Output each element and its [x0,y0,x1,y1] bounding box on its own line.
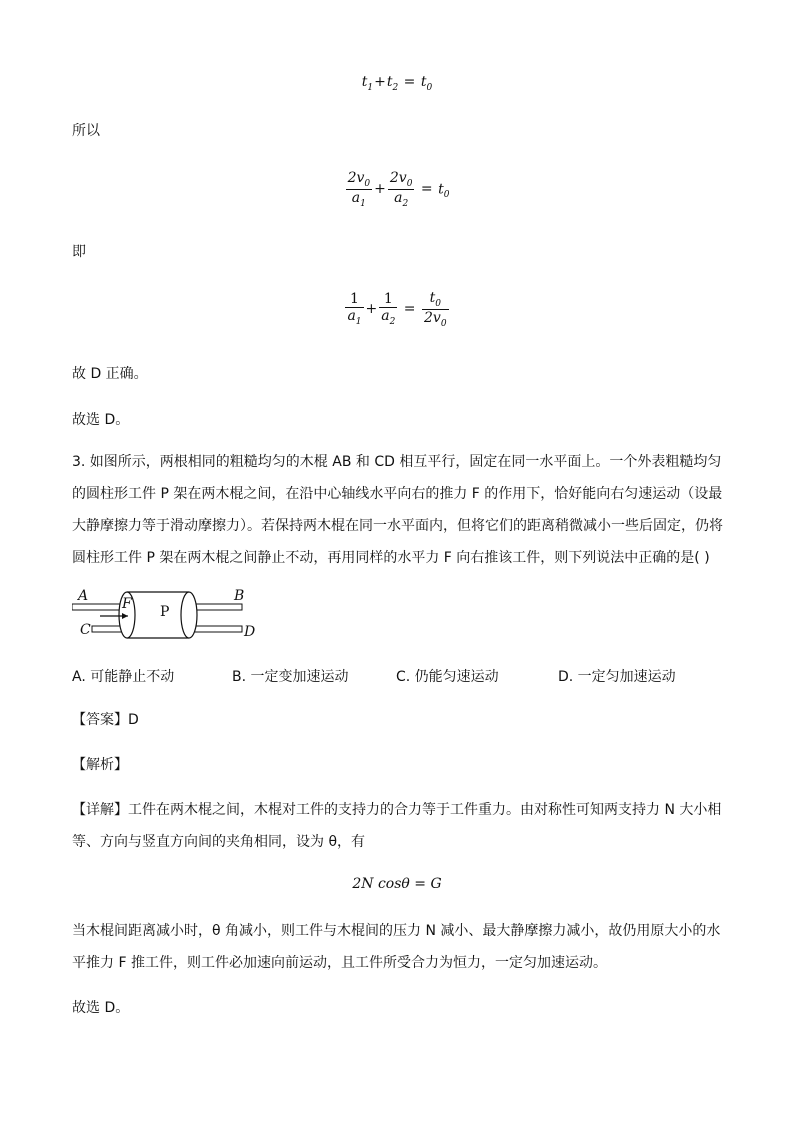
label-p: P [160,604,170,620]
equation-t-sum: $t_1+t_2 = t_0$ [361,74,433,93]
cylinder-right-face [181,592,197,638]
answer-label: 【答案】D [72,712,139,728]
equation-reciprocal-sum: $\frac{1}{a_1}$ + $\frac{1}{a_2}$ = $\frac{t_0}{2v_0}$ [347,290,447,329]
detail-line-3: 当木棍间距离减小时，θ 角减小，则工件与木棍间的压力 N 减小、最大静摩擦力减小，故仍用原大小的水 [72,923,721,939]
label-c: C [80,622,91,638]
option-b: B. 一定变加速运动 [232,669,349,685]
equation-force-balance: 2N cosθ = G [352,876,442,892]
choose-text-1: 故选 D。 [72,412,130,428]
text-ji: 即 [72,244,86,260]
equation-fraction-sum: $\frac{2v_0}{a_1}$ + $\frac{2v_0}{a_2}$ = $t_0$ [347,170,450,209]
text-suoyi: 所以 [72,123,100,139]
label-b: B [234,588,245,604]
detail-line-2: 等、方向与竖直方向间的夹角相同，设为 θ，有 [72,834,366,850]
label-f: F [122,596,132,612]
label-d: D [244,624,256,640]
detail-line-4: 平推力 F 推工件，则工件必加速向前运动，且工件所受合力为恒力，一定匀加速运动。 [72,955,607,971]
question-line-1: 3. 如图所示，两根相同的粗糙均匀的木棍 AB 和 CD 相互平行，固定在同一水平面上。一个外表粗糙均匀 [72,454,722,470]
label-a: A [78,588,89,604]
option-d: D. 一定匀加速运动 [558,669,676,685]
rods-cylinder-figure [72,588,262,646]
option-a: A. 可能静止不动 [72,669,175,685]
analysis-label: 【解析】 [72,757,128,773]
choose-text-2: 故选 D。 [72,1000,130,1016]
question-line-2: 的圆柱形工件 P 架在两木棍之间，在沿中心轴线水平向右的推力 F 的作用下，恰好能向右匀速运动（设最 [72,486,723,502]
cylinder-fill [127,592,189,638]
question-line-3: 大静摩擦力等于滑动摩擦力）。若保持两木棍在同一水平面内，但将它们的距离稍微减小一些后固定，仍将 [72,518,723,534]
option-c: C. 仍能匀速运动 [396,669,499,685]
conclusion-text: 故 D 正确。 [72,366,148,382]
question-line-4: 圆柱形工件 P 架在两木棍之间静止不动，再用同样的水平力 F 向右推该工件，则下列说法中正确的是( ) [72,550,710,566]
detail-line-1: 【详解】工件在两木棍之间，木棍对工件的支持力的合力等于工件重力。由对称性可知两支持力 N 大小相 [72,802,722,818]
